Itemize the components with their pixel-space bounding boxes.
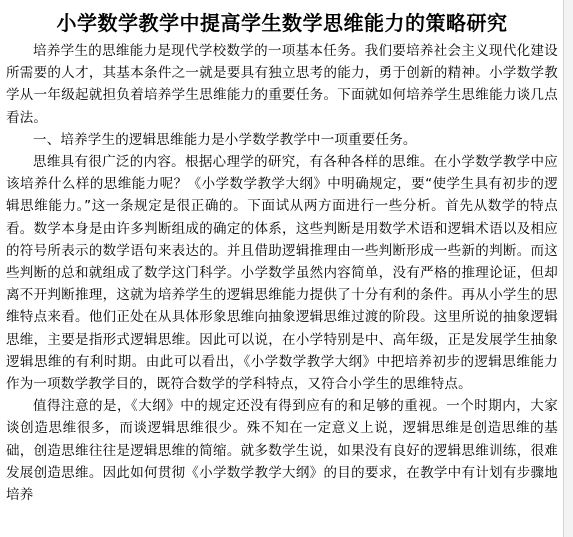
- paragraph-logic-thinking: 思维具有很广泛的内容。根据心理学的研究，有各种各样的思维。在小学数学教学中应该培养什么样的思维能力呢？《小学数学教学大纲》中明确规定，要“使学生具有初步的逻辑思维能力。”这一条规定是很正确的。下面试从两方面进行一些分析。首先从数学的特点看。数学本身是由许多判断组成的确定的体系，这些判断是用数学术语和逻辑术语以及相应的符号所表示的数学语句来表达的。并且借助逻辑推理由一些判断形成一些新的判断。而这些判断的总和就组成了数学这门科学。小学数学虽然内容简单，没有严格的推理论证，但却离不开判断推理，这就为培养学生的逻辑思维能力提供了十分有利的条件。再从小学生的思维特点来看。他们正处在从具体形象思维向抽象逻辑思维过渡的阶段。这里所说的抽象逻辑思维，主要是指形式逻辑思维。因此可以说，在小学特别是中、高年级，正是发展学生抽象逻辑思维的有利时期。由此可以看出，《小学数学教学大纲》中把培养初步的逻辑思维能力作为一项数学教学目的，既符合数学的学科特点，又符合小学生的思维特点。: [6, 154, 558, 393]
- document-title: 小学数学教学中提高学生数学思维能力的策略研究: [56, 11, 508, 35]
- paragraph-intro: 培养学生的思维能力是现代学校数学的一项基本任务。我们要培养社会主义现代化建设所需要的人才，其基本条件之一就是要具有独立思考的能力，勇于创新的精神。小学数学教学从一年级起就担负着培养学生思维能力的重要任务。下面就如何培养学生思维能力谈几点看法。: [6, 43, 558, 126]
- paragraph-syllabus-attention: 值得注意的是，《大纲》中的规定还没有得到应有的和足够的重视。一个时期内，大家谈创造思维很多，而谈逻辑思维很少。殊不知在一定意义上说，逻辑思维是创造思维的基础，创造思维往往是逻辑思维的简缩。就多数学生说，如果没有良好的逻辑思维训练，很难发展创造思维。因此如何贯彻《小学数学教学大纲》的目的要求，在教学中有计划有步骤地培养: [6, 398, 558, 504]
- window-right-edge: [563, 0, 573, 537]
- section-heading-1: 一、培养学生的逻辑思维能力是小学数学教学中一项重要任务。: [33, 131, 417, 148]
- document-body: [6, 40, 558, 506]
